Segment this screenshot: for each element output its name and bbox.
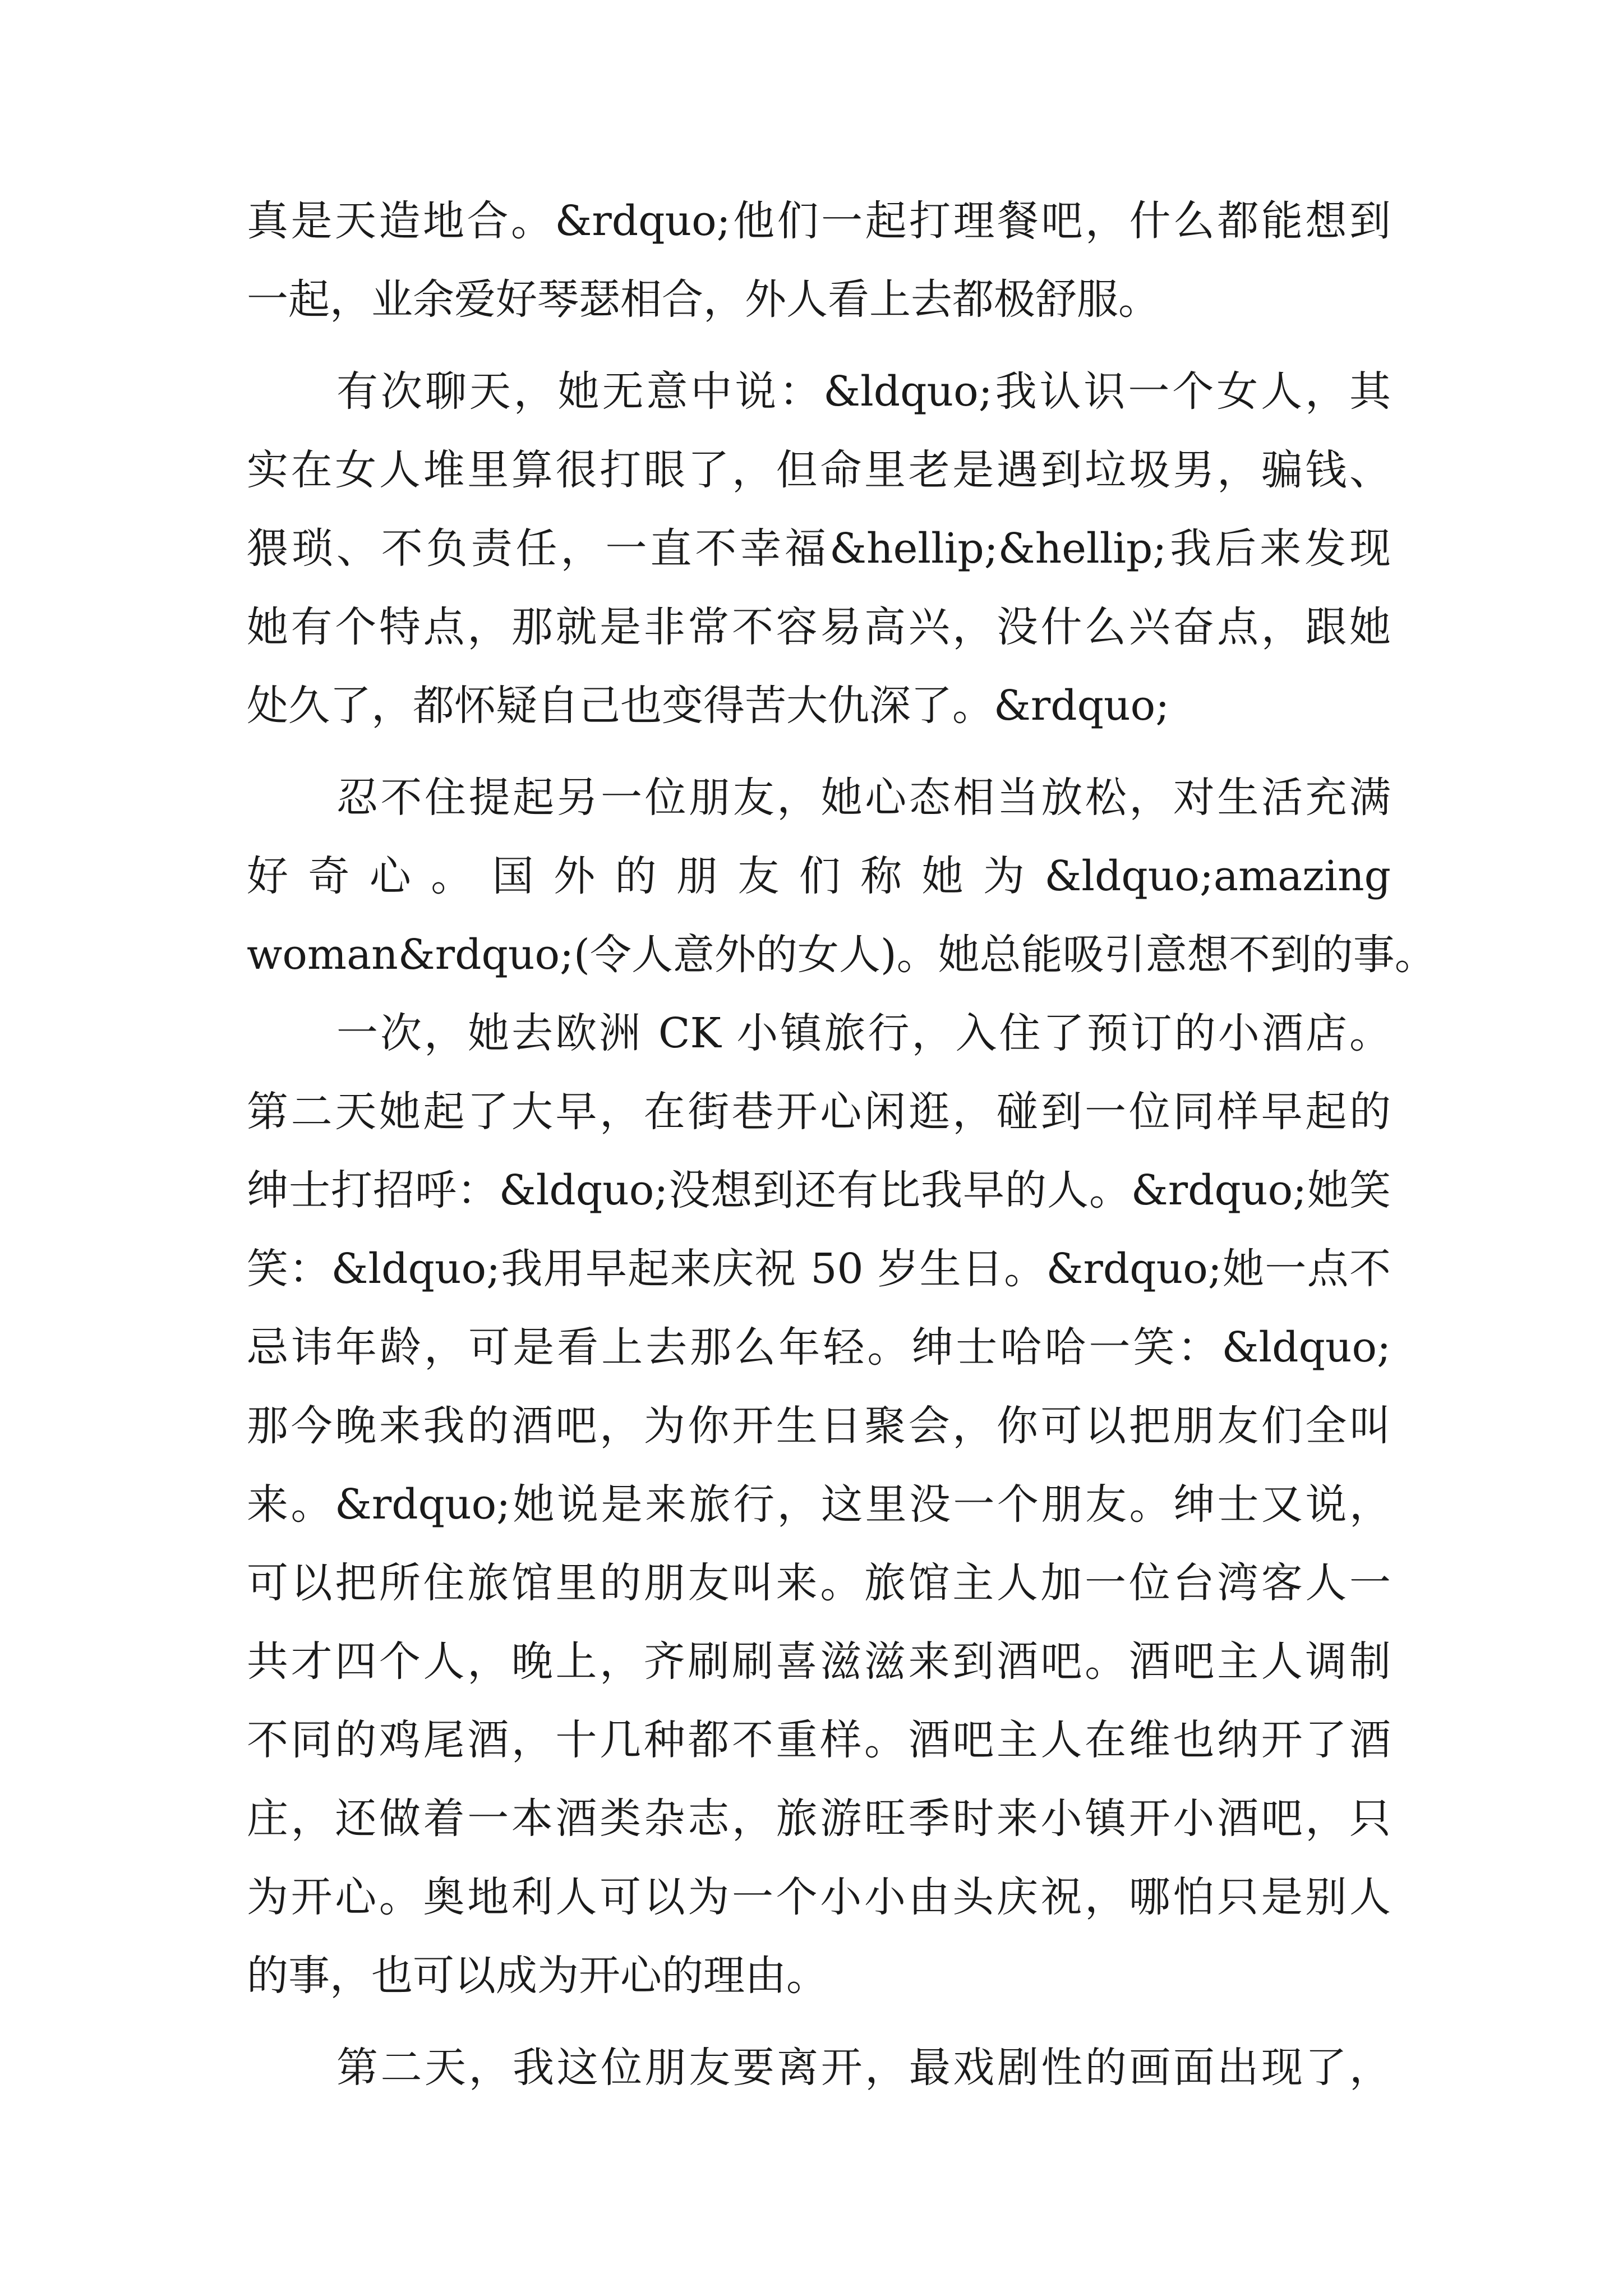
text-line: 第二天，我这位朋友要离开，最戏剧性的画面出现了， [336, 2044, 1391, 2092]
text-line: 那今晚来我的酒吧，为你开生日聚会，你可以把朋友们全叫 [247, 1402, 1391, 1450]
text-line: 来。&rdquo;她说是来旅行，这里没一个朋友。绅士又说， [247, 1480, 1391, 1529]
text-line: 共才四个人，晚上，齐刷刷喜滋滋来到酒吧。酒吧主人调制 [247, 1637, 1391, 1686]
text-line: 处久了，都怀疑自己也变得苦大仇深了。&rdquo; [247, 682, 1170, 730]
text-line: 忌讳年龄，可是看上去那么年轻。绅士哈哈一笑：&ldquo; [247, 1323, 1391, 1372]
text-line: 为开心。奥地利人可以为一个小小由头庆祝，哪怕只是别人 [247, 1873, 1391, 1921]
text-line: 真是天造地合。&rdquo;他们一起打理餐吧，什么都能想到 [247, 197, 1391, 245]
text-line: 庄，还做着一本酒类杂志，旅游旺季时来小镇开小酒吧，只 [247, 1795, 1391, 1843]
text-line: 第二天她起了大早，在街巷开心闲逛，碰到一位同样早起的 [247, 1088, 1391, 1136]
text-line: 猥琐、不负责任，一直不幸福&hellip;&hellip;我后来发现 [247, 524, 1391, 573]
text-line: 好 奇 心 。 国 外 的 朋 友 们 称 她 为 &ldquo;amazing [247, 852, 1391, 900]
text-line: woman&rdquo;(令人意外的女人)。她总能吸引意想不到的事。 [247, 931, 1436, 979]
text-line: 不同的鸡尾酒，十几种都不重样。酒吧主人在维也纳开了酒 [247, 1716, 1391, 1764]
text-line: 可以把所住旅馆里的朋友叫来。旅馆主人加一位台湾客人一 [247, 1559, 1391, 1607]
text-line: 一起，业余爱好琴瑟相合，外人看上去都极舒服。 [247, 275, 1160, 324]
text-line: 实在女人堆里算很打眼了，但命里老是遇到垃圾男，骗钱、 [247, 446, 1391, 494]
text-line: 她有个特点，那就是非常不容易高兴，没什么兴奋点，跟她 [247, 603, 1391, 651]
text-line: 的事，也可以成为开心的理由。 [247, 1952, 828, 2000]
text-line: 笑：&ldquo;我用早起来庆祝 50 岁生日。&rdquo;她一点不 [247, 1245, 1391, 1293]
text-line: 绅士打招呼：&ldquo;没想到还有比我早的人。&rdquo;她笑 [247, 1166, 1391, 1214]
text-line: 有次聊天，她无意中说：&ldquo;我认识一个女人，其 [336, 367, 1391, 416]
text-line: 忍不住提起另一位朋友，她心态相当放松，对生活充满 [336, 774, 1391, 822]
text-line: 一次，她去欧洲 CK 小镇旅行，入住了预订的小酒店。 [336, 1009, 1391, 1057]
